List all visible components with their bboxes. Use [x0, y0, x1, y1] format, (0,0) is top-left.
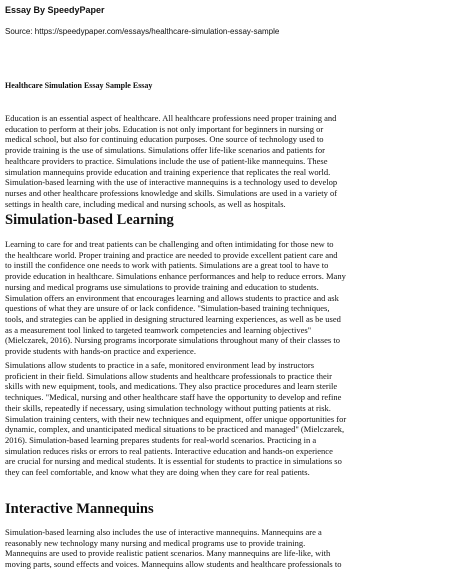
paragraph-line: Simulation training centers, with their new techniques and equipment, offer unique opportunities for: [5, 413, 347, 424]
paragraph-line: moving parts, sound effects and voices. Mannequins allow students and healthcare professionals to: [5, 559, 342, 570]
paragraph-line: Simulations allow students to practice in a safe, monitored environment lead by instructors: [5, 360, 315, 370]
section2-paragraph-1: [5, 527, 469, 570]
paragraph-line: the healthcare world. Proper training and practice are needed to provide excellent patient care and: [5, 249, 338, 260]
paragraph-line: (Mielczarek, 2016). Nursing programs incorporate simulations throughout many of their classes to: [5, 335, 340, 346]
paragraph-line: proficient in their field. Simulations allow students and healthcare professionals to practice their: [5, 370, 332, 381]
paragraph-line: Mannequins are used to provide realistic patient scenarios. Many mannequins are life-like, with: [5, 548, 331, 559]
paragraph-line: provide training is the use of simulations. Simulations offer life-like scenarios and patients for: [5, 145, 325, 156]
paragraph-line: Education is an essential aspect of healthcare. All healthcare professions need proper training and: [5, 113, 337, 123]
paragraph-line: techniques. "Medical, nursing and other healthcare staff have the opportunity to develop and refine: [5, 392, 342, 403]
paragraph-line: as a measurement tool linked to targeted teamwork competencies and learning objectives": [5, 324, 312, 335]
paragraph-line: to instill the confidence one needs to work with patients. Simulations are a great tool to have to: [5, 260, 329, 271]
section-heading-interactive-mannequins: Interactive Mannequins: [5, 501, 154, 517]
paragraph-line: provide students with hands-on practice and experience.: [5, 346, 196, 357]
document-header-title: Essay By SpeedyPaper: [5, 5, 105, 15]
paragraph-line: healthcare providers to practice. Simulations include the use of patient-like mannequins. These: [5, 155, 328, 166]
essay-title: Healthcare Simulation Essay Sample Essay: [5, 81, 153, 90]
paragraph-line: questions of what they are unsure of or lack confidence. "Simulation-based training techniques,: [5, 303, 330, 314]
paragraph-line: nursing and medical programs use simulations to provide training and education to students.: [5, 281, 319, 292]
paragraph-line: they can feel comfortable, and know what they are doing when they care for real patients.: [5, 467, 310, 478]
paragraph-line: Simulation-based learning with the use of interactive mannequins is a technology used to develop: [5, 177, 338, 188]
paragraph-line: simulation reduces risks or errors to real patients. Interactive education and hands-on experience: [5, 445, 333, 456]
paragraph-line: tools, and strategies can be applied in designing structured learning experiences, as well as be used: [5, 313, 341, 324]
paragraph-line: education to perform at their jobs. Education is not only important for beginners in nursing or: [5, 123, 324, 134]
section1-paragraph-2: [5, 360, 469, 478]
paragraph-line: medical school, but also for continuing education purposes. One source of technology used to: [5, 134, 324, 145]
intro-paragraph: [5, 113, 469, 209]
paragraph-line: dynamic, complex, and unanticipated medical situations to be practiced and managed" (Mielczarek,: [5, 424, 345, 435]
paragraph-line: are crucial for nursing and medical students. It is essential for students to practice in simulations so: [5, 456, 342, 467]
section1-paragraph-1: [5, 239, 469, 357]
paragraph-line: reasonably new technology many nursing and medical programs use to provide training.: [5, 537, 306, 548]
paragraph-line: Simulation-based learning also includes the use of interactive mannequins. Mannequins are a: [5, 527, 322, 537]
paragraph-line: provide education in healthcare. Simulations enhance performances and help to reduce errors. Many: [5, 271, 346, 282]
paragraph-line: Simulation offers an environment that encourages learning and allows students to practice and ask: [5, 292, 339, 303]
paragraph-line: their skills, repeatedly if necessary, using simulation technology without putting patients at risk.: [5, 402, 331, 413]
paragraph-line: nurses and other healthcare professions knowledge and skills. Simulations are used in a variety of: [5, 187, 338, 198]
paragraph-line: settings in health care, including medical and nursing schools, as well as hospitals.: [5, 198, 286, 209]
paragraph-line: Learning to care for and treat patients can be challenging and often intimidating for those new to: [5, 239, 334, 249]
section-heading-simulation-based-learning: Simulation-based Learning: [5, 212, 174, 228]
paragraph-line: skills with new equipment, tools, and medications. They also practice procedures and learn sterile: [5, 381, 338, 392]
paragraph-line: simulation mannequins provide education and training experience that replicates the real world.: [5, 166, 331, 177]
paragraph-line: 2016). Simulation-based learning prepares students for real-world scenarios. Practicing in a: [5, 434, 317, 445]
source-line: Source: https://speedypaper.com/essays/healthcare-simulation-essay-sample: [5, 27, 280, 36]
